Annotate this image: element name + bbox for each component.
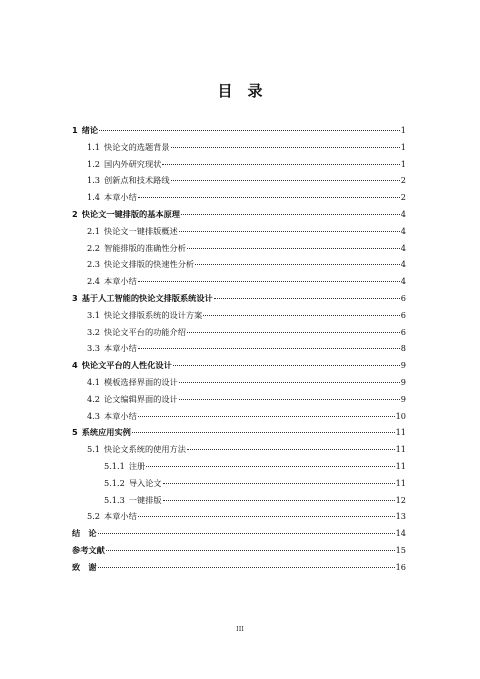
toc-entry[interactable] [72, 273, 406, 290]
toc-entry-page: 4 [400, 208, 406, 219]
toc-entry-page: 8 [400, 343, 406, 354]
toc-leader-dots [98, 567, 395, 568]
toc-entry-number: 5.1 [87, 444, 101, 455]
toc-entry-number: 2.3 [87, 259, 101, 270]
toc-entry-page: 6 [400, 309, 406, 320]
toc-entry-number: 5 [72, 427, 78, 438]
toc-entry-number: 4 [72, 360, 78, 371]
toc-entry-number: 4.3 [87, 410, 101, 421]
toc-entry[interactable] [72, 492, 406, 509]
toc-entry-title: 快论文一键排版概述 [104, 225, 178, 236]
toc-entry-number: 5.2 [87, 511, 101, 522]
toc-entry-number: 2.1 [87, 225, 101, 236]
toc-entry[interactable] [72, 139, 406, 156]
toc-entry-number: 5.1.1 [104, 460, 125, 471]
toc-entry-number: 1.2 [87, 158, 101, 169]
toc-entry-page: 4 [400, 242, 406, 253]
toc-entry-title: 快论文的选题背景 [104, 141, 170, 152]
toc-leader-dots [173, 365, 400, 366]
toc-entry-title: 智能排版的准确性分析 [104, 242, 186, 253]
toc-entry[interactable] [72, 357, 406, 374]
toc-entry[interactable] [72, 559, 406, 576]
toc-entry-page: 9 [400, 360, 406, 371]
toc-entry-number: 2.2 [87, 242, 101, 253]
toc-entry-title: 本章小结 [104, 192, 137, 203]
toc-entry-title: 快论文平台的功能介绍 [104, 326, 186, 337]
toc-entry[interactable] [72, 324, 406, 341]
toc-entry-title: 参考文献 [72, 544, 105, 555]
toc-entry[interactable] [72, 340, 406, 357]
toc-entry-page: 9 [400, 393, 406, 404]
toc-entry-number: 1.3 [87, 175, 101, 186]
toc-entry-page: 11 [395, 460, 406, 471]
toc-entry[interactable] [72, 542, 406, 559]
toc-leader-dots [203, 315, 399, 316]
toc-entry-number: 2 [72, 208, 78, 219]
toc-leader-dots [214, 298, 400, 299]
toc-leader-dots [181, 214, 400, 215]
toc-entry-page: 15 [395, 544, 406, 555]
toc-entry[interactable] [72, 189, 406, 206]
toc-entry[interactable] [72, 441, 406, 458]
toc-entry-number: 3.3 [87, 343, 101, 354]
toc-entry-page: 10 [395, 410, 406, 421]
toc-entry-number: 1.1 [87, 141, 101, 152]
toc-entry-title: 本章小结 [104, 343, 137, 354]
toc-entry-page: 11 [395, 427, 406, 438]
toc-leader-dots [171, 180, 400, 181]
toc-leader-dots [187, 248, 400, 249]
toc-entry-page: 2 [400, 192, 406, 203]
toc-entry-number: 3.1 [87, 309, 101, 320]
toc-leader-dots [163, 500, 395, 501]
toc-entry-title: 结 论 [72, 528, 97, 539]
toc-leader-dots [179, 382, 400, 383]
toc-entry-number: 3 [72, 292, 78, 303]
toc-entry[interactable] [72, 458, 406, 475]
toc-entry[interactable] [72, 525, 406, 542]
toc-leader-dots [138, 348, 400, 349]
toc-leader-dots [132, 432, 395, 433]
toc-entry[interactable] [72, 290, 406, 307]
toc-entry-page: 2 [400, 175, 406, 186]
toc-entry-title: 绪论 [81, 125, 99, 135]
toc-leader-dots [187, 332, 400, 333]
toc-entry[interactable] [72, 508, 406, 525]
toc-entry[interactable] [72, 424, 406, 441]
toc-entry-title: 快论文排版系统的设计方案 [104, 309, 203, 320]
toc-entry-page: 1 [400, 125, 406, 135]
toc-list [72, 122, 406, 576]
toc-entry[interactable] [72, 172, 406, 189]
toc-leader-dots [179, 231, 400, 232]
toc-entry-page: 4 [400, 259, 406, 270]
toc-leader-dots [187, 449, 395, 450]
toc-entry[interactable] [72, 307, 406, 324]
toc-entry-title: 注册 [128, 460, 146, 471]
toc-entry[interactable] [72, 408, 406, 425]
toc-entry-page: 1 [400, 141, 406, 152]
toc-entry-title: 一键排版 [128, 494, 162, 505]
toc-title: 目 录 [217, 82, 263, 100]
toc-leader-dots [106, 550, 395, 551]
toc-entry-title: 本章小结 [104, 276, 137, 287]
toc-leader-dots [99, 130, 400, 131]
toc-entry-number: 5.1.2 [104, 477, 125, 488]
toc-entry-page: 9 [400, 376, 406, 387]
toc-entry-page: 6 [400, 326, 406, 337]
toc-entry-number: 2.4 [87, 276, 101, 287]
toc-leader-dots [162, 164, 399, 165]
toc-entry-title: 模板选择界面的设计 [104, 376, 178, 387]
toc-entry[interactable] [72, 374, 406, 391]
toc-entry-title: 快论文系统的使用方法 [104, 444, 186, 455]
toc-entry-number: 5.1.3 [104, 494, 125, 505]
toc-leader-dots [195, 264, 400, 265]
toc-leader-dots [138, 416, 395, 417]
toc-entry-page: 14 [395, 528, 406, 539]
toc-entry-page: 11 [395, 444, 406, 455]
toc-entry-title: 快论文一键排版的基本原理 [81, 208, 180, 219]
toc-entry-title: 本章小结 [104, 410, 137, 421]
page-number: III [236, 625, 244, 633]
toc-entry-number: 3.2 [87, 326, 101, 337]
toc-entry[interactable] [72, 223, 406, 240]
toc-entry-title: 基于人工智能的快论文排版系统设计 [81, 292, 213, 303]
toc-entry[interactable] [72, 475, 406, 492]
toc-entry-page: 6 [400, 292, 406, 303]
toc-entry-page: 12 [395, 494, 406, 505]
toc-entry-page: 11 [395, 477, 406, 488]
toc-entry[interactable] [72, 240, 406, 257]
toc-entry[interactable] [72, 256, 406, 273]
toc-entry-page: 13 [395, 511, 406, 522]
toc-entry-page: 16 [395, 561, 406, 572]
toc-entry-number: 1.4 [87, 192, 101, 203]
toc-leader-dots [163, 483, 395, 484]
toc-leader-dots [138, 281, 400, 282]
toc-leader-dots [138, 197, 400, 198]
toc-leader-dots [179, 399, 400, 400]
toc-leader-dots [146, 466, 394, 467]
toc-entry[interactable] [72, 206, 406, 223]
toc-entry-title: 致 谢 [72, 561, 97, 572]
toc-entry-page: 4 [400, 276, 406, 287]
toc-entry-page: 4 [400, 225, 406, 236]
toc-entry[interactable] [72, 156, 406, 173]
toc-entry-title: 本章小结 [104, 511, 137, 522]
toc-entry-number: 4.1 [87, 376, 101, 387]
toc-entry[interactable] [72, 122, 406, 139]
toc-entry-title: 论文编辑界面的设计 [104, 393, 178, 404]
toc-leader-dots [98, 533, 395, 534]
toc-leader-dots [171, 147, 400, 148]
toc-entry-page: 1 [400, 158, 406, 169]
toc-entry-title: 快论文排版的快速性分析 [104, 259, 195, 270]
toc-entry-title: 快论文平台的人性化设计 [81, 360, 172, 371]
toc-entry-title: 国内外研究现状 [104, 158, 162, 169]
toc-leader-dots [138, 516, 395, 517]
toc-entry-title: 系统应用实例 [81, 427, 131, 438]
toc-entry-title: 创新点和技术路线 [104, 175, 170, 186]
toc-entry-title: 导入论文 [128, 477, 162, 488]
toc-entry-number: 1 [72, 125, 78, 135]
toc-entry-number: 4.2 [87, 393, 101, 404]
toc-entry[interactable] [72, 391, 406, 408]
